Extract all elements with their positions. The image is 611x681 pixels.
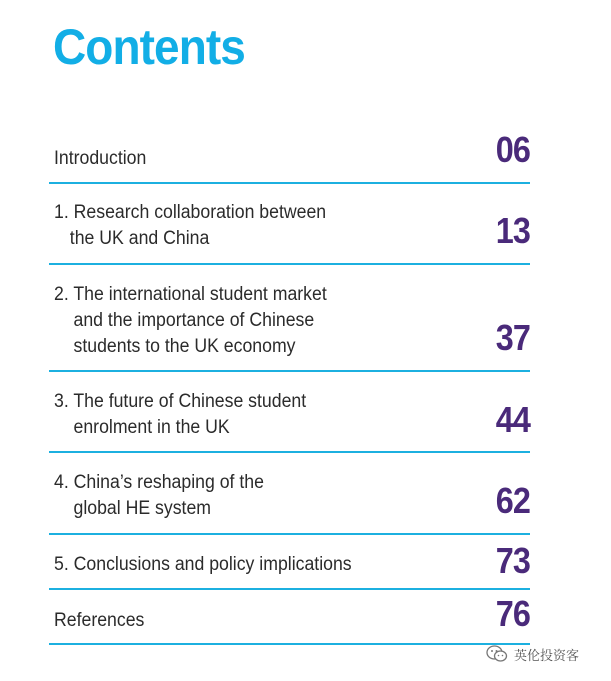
toc-entry-introduction[interactable] [49,124,530,184]
table-of-contents [49,124,530,645]
toc-entry-title-continued: and the importance of Chinese [73,310,315,331]
toc-page-number: 06 [495,129,530,170]
toc-entry-he-system[interactable] [49,453,530,535]
toc-page-number: 44 [495,399,530,440]
toc-page-number: 73 [495,540,530,581]
toc-entry-research-collaboration[interactable] [49,184,530,265]
toc-entry-title-continued: enrolment in the UK [73,417,230,438]
toc-entry-title-continued: global HE system [73,498,212,519]
toc-entry-number: 5. [54,554,69,575]
toc-entry-label [54,200,326,252]
toc-entry-title: References [54,610,145,631]
toc-entry-number: 3. [54,391,69,412]
page-title: Contents [53,19,245,75]
toc-page-number: 13 [495,210,530,251]
watermark [486,643,579,665]
wechat-icon [486,645,508,663]
toc-entry-title: The future of Chinese student [73,391,307,412]
toc-entry-label [54,470,264,522]
toc-entry-references[interactable] [49,590,530,645]
watermark-text: 英伦投资客 [514,648,580,664]
toc-entry-label [54,552,352,578]
toc-entry-label [54,608,144,634]
toc-entry-title: China’s reshaping of the [73,472,264,493]
toc-entry-label [54,389,306,441]
toc-entry-number: 4. [54,472,69,493]
toc-entry-title: Research collaboration between [73,202,327,223]
toc-entry-future-enrolment[interactable] [49,372,530,453]
toc-entry-number: 2. [54,284,69,305]
toc-entry-title: Conclusions and policy implications [73,554,352,575]
toc-entry-international-student-market[interactable] [49,265,530,372]
toc-entry-conclusions[interactable] [49,535,530,590]
toc-entry-title-continued: students to the UK economy [73,336,296,357]
toc-entry-title: Introduction [54,148,147,169]
toc-entry-label [54,282,327,360]
toc-entry-title-continued: the UK and China [69,228,210,249]
toc-page-number: 76 [495,593,530,634]
toc-page-number: 37 [495,317,530,358]
toc-page-number: 62 [495,480,530,521]
toc-entry-label [54,146,146,172]
toc-entry-number: 1. [54,202,69,223]
toc-entry-title: The international student market [73,284,327,305]
